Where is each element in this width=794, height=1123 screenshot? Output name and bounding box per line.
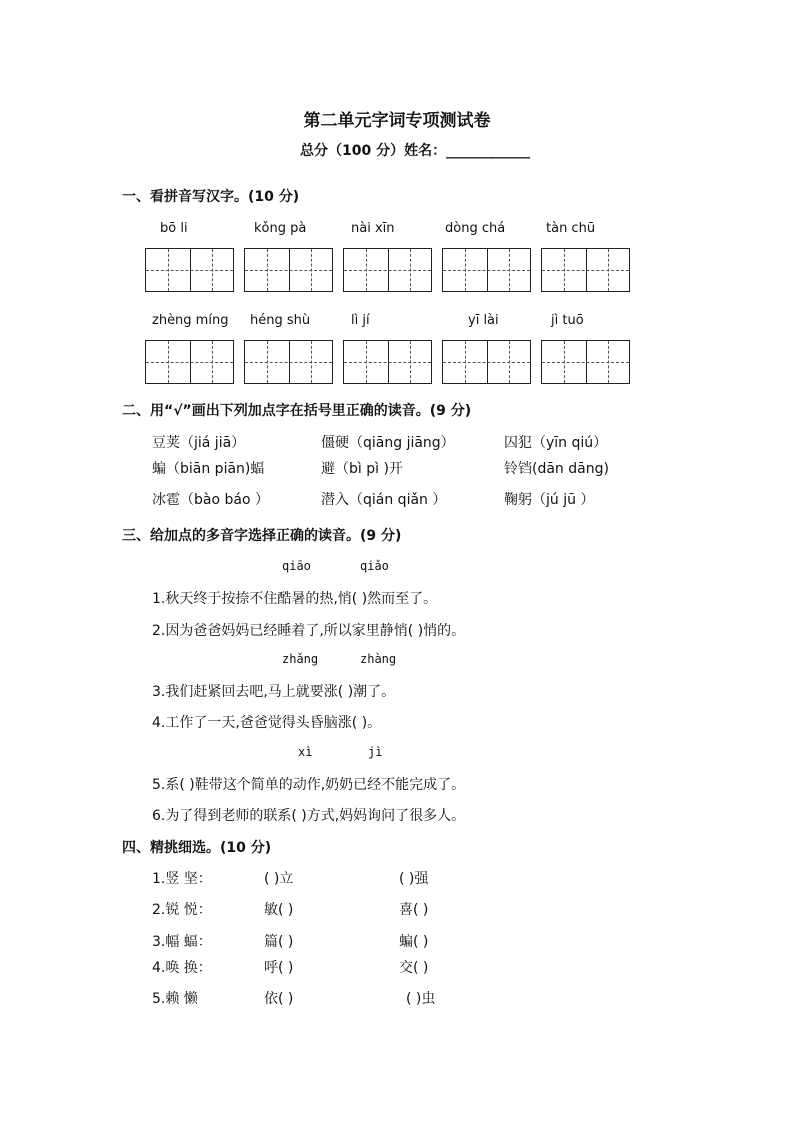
pinyin-label: bō li	[160, 221, 188, 236]
score-name-line: 总分（100 分）姓名：____________	[300, 143, 531, 159]
choice-label: 1.竖 坚：	[152, 871, 212, 887]
choice-blank: 喜( )	[399, 902, 429, 918]
pinyin-label: héng shù	[250, 313, 311, 328]
pinyin-option: zhàng	[360, 652, 397, 666]
pronunciation-item: 冰雹（bào báo ）	[152, 492, 269, 508]
section3-heading: 三、给加点的多音字选择正确的读音。(9 分)	[122, 528, 402, 544]
writing-grid[interactable]	[343, 340, 432, 384]
choice-label: 5.赖 懒	[152, 991, 198, 1007]
pinyin-option: qiāo	[282, 559, 311, 573]
choice-blank: ( )强	[399, 871, 429, 887]
pronunciation-item: 囚犯（yīn qiú）	[504, 435, 608, 451]
writing-grid[interactable]	[541, 248, 630, 292]
pinyin-label: lì jí	[351, 313, 370, 328]
pinyin-label: dòng chá	[445, 221, 506, 236]
page-title: 第二单元字词专项测试卷	[303, 111, 491, 131]
choice-blank: 交( )	[399, 960, 429, 976]
pronunciation-item: 潜入（qián qiǎn ）	[321, 492, 447, 508]
choice-label: 2.锐 悦：	[152, 902, 212, 918]
pronunciation-item: 避（bì pì )开	[321, 461, 403, 477]
choice-blank: ( )虫	[406, 991, 436, 1007]
sentence: 3.我们赶紧回去吧,马上就要涨( )潮了。	[152, 684, 396, 700]
pronunciation-item: 僵硬（qiāng jiāng）	[321, 435, 455, 451]
pinyin-label: jì tuō	[551, 313, 584, 328]
pinyin-label: yī lài	[468, 313, 499, 328]
writing-grid[interactable]	[244, 340, 333, 384]
writing-grid[interactable]	[244, 248, 333, 292]
sentence: 5.系( )鞋带这个简单的动作,奶奶已经不能完成了。	[152, 777, 466, 793]
choice-blank: 蝙( )	[399, 934, 429, 950]
pinyin-option: xì	[298, 745, 313, 759]
writing-grid[interactable]	[541, 340, 630, 384]
choice-label: 3.幅 蝠：	[152, 934, 212, 950]
pinyin-option: jì	[368, 745, 383, 759]
choice-blank: 呼( )	[264, 960, 294, 976]
section1-heading: 一、看拼音写汉字。(10 分)	[122, 189, 300, 205]
pronunciation-item: 蝙（biān piān)蝠	[152, 461, 265, 477]
pronunciation-item: 豆荚（jiá jiā）	[152, 435, 246, 451]
pinyin-option: qiǎo	[360, 559, 389, 573]
writing-grid[interactable]	[442, 248, 531, 292]
choice-blank: 敏( )	[264, 902, 294, 918]
sentence: 4.工作了一天,爸爸觉得头昏脑涨( )。	[152, 715, 382, 731]
choice-label: 4.唤 换：	[152, 960, 212, 976]
choice-blank: 依( )	[264, 991, 294, 1007]
writing-grid[interactable]	[442, 340, 531, 384]
sentence: 2.因为爸爸妈妈已经睡着了,所以家里静悄( )悄的。	[152, 623, 466, 639]
pronunciation-item: 鞠躬（jú jū ）	[504, 492, 595, 508]
sentence: 6.为了得到老师的联系( )方式,妈妈询问了很多人。	[152, 808, 466, 824]
writing-grid[interactable]	[145, 340, 234, 384]
pinyin-label: kǒng pà	[254, 221, 307, 236]
pinyin-label: tàn chū	[546, 221, 596, 236]
choice-blank: 篇( )	[264, 934, 294, 950]
pronunciation-item: 铃铛(dān dāng)	[504, 461, 609, 477]
section4-heading: 四、精挑细选。(10 分)	[122, 840, 272, 856]
section2-heading: 二、用“√”画出下列加点字在括号里正确的读音。(9 分)	[122, 403, 472, 419]
choice-blank: ( )立	[264, 871, 294, 887]
writing-grid[interactable]	[145, 248, 234, 292]
pinyin-label: nài xīn	[351, 221, 395, 236]
pinyin-label: zhèng míng	[152, 313, 229, 328]
sentence: 1.秋天终于按捺不住酷暑的热,悄( )然而至了。	[152, 591, 438, 607]
pinyin-option: zhǎng	[282, 652, 319, 666]
writing-grid[interactable]	[343, 248, 432, 292]
